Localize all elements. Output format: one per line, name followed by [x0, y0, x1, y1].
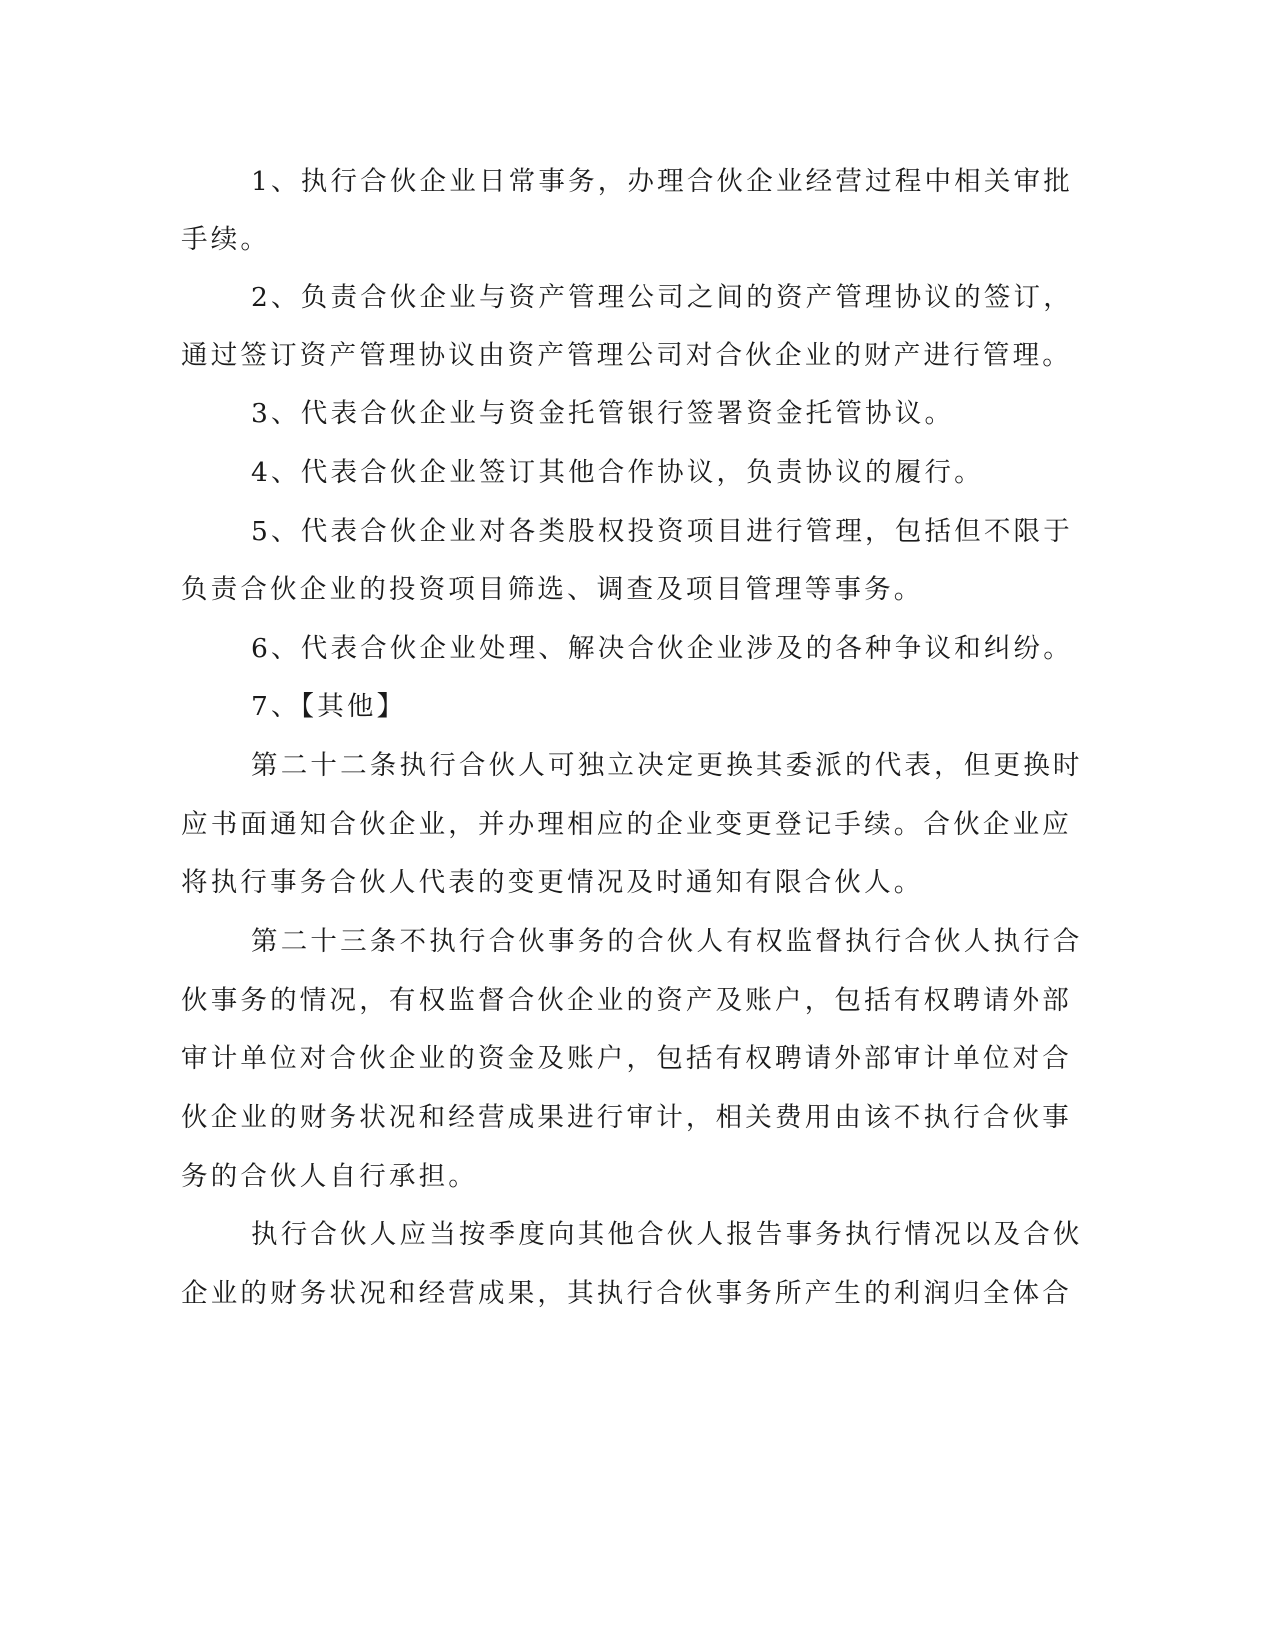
text-line: 1、执行合伙企业日常事务，办理合伙企业经营过程中相关审批 — [251, 166, 1073, 197]
text-line: 2、负责合伙企业与资产管理公司之间的资产管理协议的签订， — [251, 282, 1073, 313]
text-line: 通过签订资产管理协议由资产管理公司对合伙企业的财产进行管理。 — [181, 340, 1072, 371]
text-line: 执行合伙人应当按季度向其他合伙人报告事务执行情况以及合伙 — [251, 1219, 1083, 1250]
text-line: 手续。 — [181, 224, 271, 255]
text-line: 审计单位对合伙企业的资金及账户，包括有权聘请外部审计单位对合 — [181, 1043, 1072, 1074]
text-line: 3、代表合伙企业与资金托管银行签署资金托管协议。 — [251, 398, 955, 429]
text-line: 7、【其他】 — [251, 691, 407, 722]
text-line: 第二十二条执行合伙人可独立决定更换其委派的代表，但更换时 — [251, 750, 1083, 781]
text-line: 5、代表合伙企业对各类股权投资项目进行管理，包括但不限于 — [251, 516, 1073, 547]
text-line: 企业的财务状况和经营成果，其执行合伙事务所产生的利润归全体合 — [181, 1278, 1072, 1309]
text-line: 伙企业的财务状况和经营成果进行审计，相关费用由该不执行合伙事 — [181, 1102, 1072, 1133]
text-line: 应书面通知合伙企业，并办理相应的企业变更登记手续。合伙企业应 — [181, 809, 1072, 840]
text-line: 伙事务的情况，有权监督合伙企业的资产及账户，包括有权聘请外部 — [181, 985, 1072, 1016]
text-line: 4、代表合伙企业签订其他合作协议，负责协议的履行。 — [251, 457, 984, 488]
text-line: 第二十三条不执行合伙事务的合伙人有权监督执行合伙人执行合 — [251, 926, 1083, 957]
text-line: 负责合伙企业的投资项目筛选、调查及项目管理等事务。 — [181, 574, 924, 605]
text-line: 6、代表合伙企业处理、解决合伙企业涉及的各种争议和纠纷。 — [251, 633, 1073, 664]
text-line: 务的合伙人自行承担。 — [181, 1161, 478, 1192]
text-line: 将执行事务合伙人代表的变更情况及时通知有限合伙人。 — [181, 867, 924, 898]
